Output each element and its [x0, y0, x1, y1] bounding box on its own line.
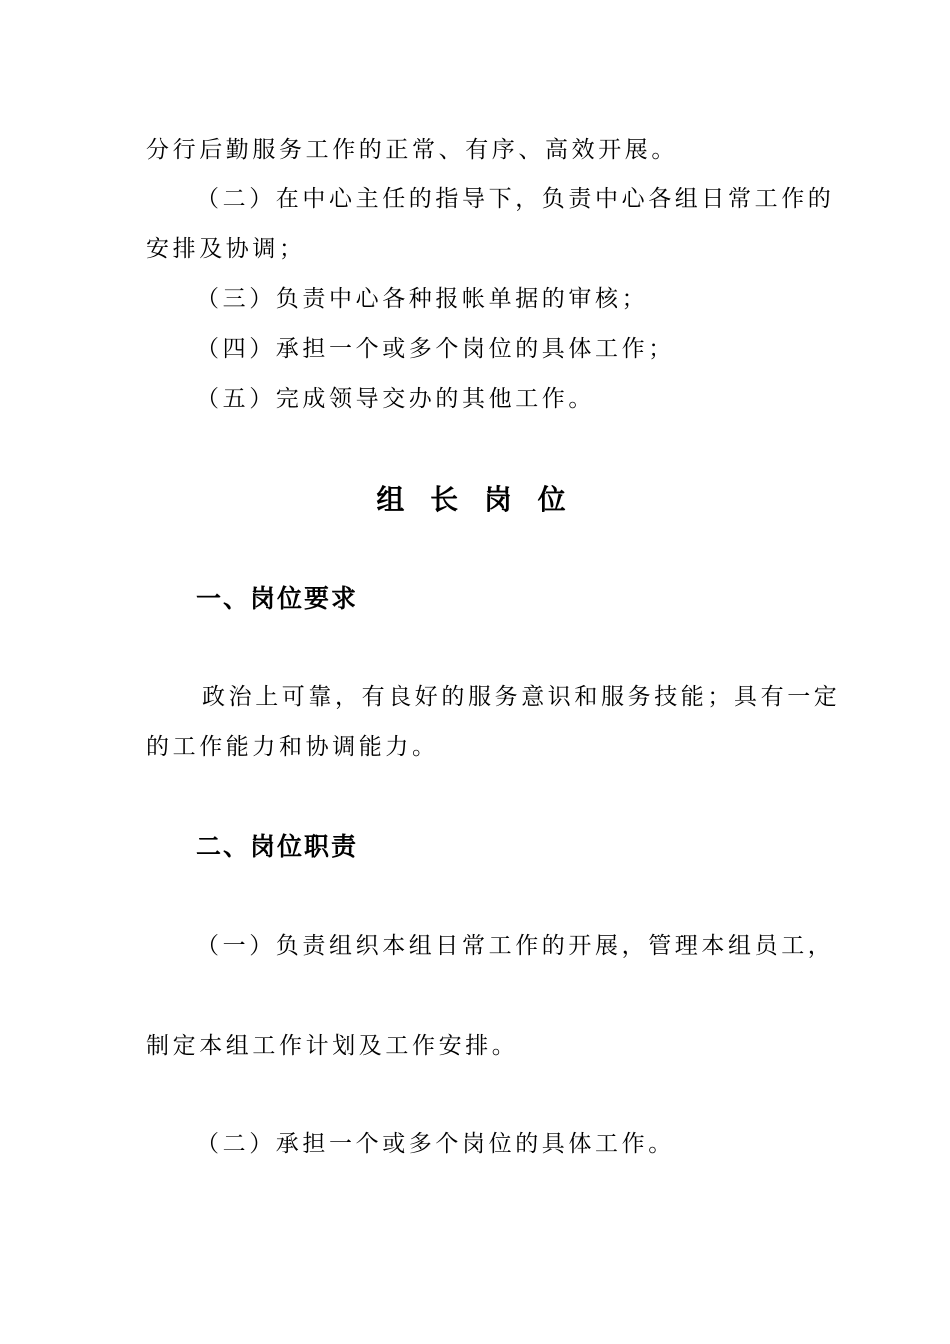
paragraph-line: （五）完成领导交办的其他工作。 — [196, 386, 595, 412]
paragraph-line: （三）负责中心各种报帐单据的审核； — [196, 286, 649, 312]
paragraph-line: （四）承担一个或多个岗位的具体工作； — [196, 336, 675, 362]
paragraph-line: （一）负责组织本组日常工作的开展，管理本组员工， — [196, 933, 835, 959]
paragraph-line: 安排及协调； — [146, 236, 306, 262]
paragraph-line: 的工作能力和协调能力。 — [146, 734, 439, 760]
requirements-heading: 一、岗位要求 — [196, 584, 359, 613]
paragraph-line: 分行后勤服务工作的正常、有序、高效开展。 — [146, 137, 678, 163]
paragraph-line: （二）承担一个或多个岗位的具体工作。 — [196, 1131, 675, 1157]
paragraph-line: （二）在中心主任的指导下，负责中心各组日常工作的 — [196, 186, 835, 212]
paragraph-line: 政治上可靠，有良好的服务意识和服务技能；具有一定 — [202, 684, 841, 710]
section-title: 组 长 岗 位 — [376, 483, 574, 516]
duties-heading: 二、岗位职责 — [196, 832, 359, 861]
paragraph-line: 制定本组工作计划及工作安排。 — [146, 1033, 519, 1059]
